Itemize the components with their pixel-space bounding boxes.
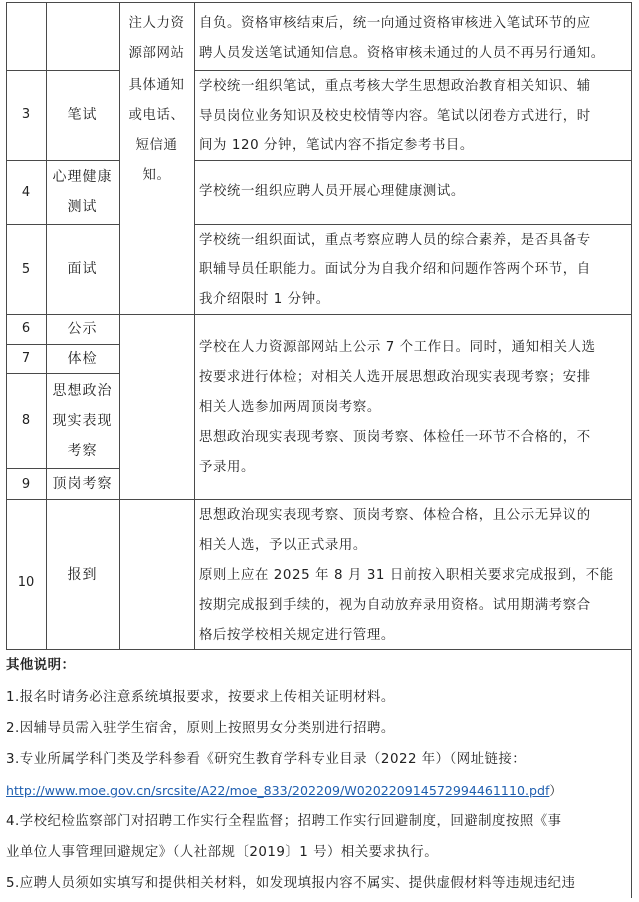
row-step: 面试 bbox=[67, 261, 98, 277]
row-step: 笔试 bbox=[67, 107, 98, 123]
row-divider bbox=[6, 224, 119, 225]
row-desc-line: 我介绍限时 1 分钟。 bbox=[199, 292, 330, 307]
row-desc-line: 相关人选参加两周顶岗考察。 bbox=[199, 400, 381, 415]
row-desc-line: 思想政治现实表现考察、顶岗考察、体检任一环节不合格的，不 bbox=[199, 430, 591, 445]
row-desc-line: 按要求进行体检；对相关人选开展思想政治现实表现考察；安排 bbox=[199, 370, 591, 385]
row-desc-line: 导员岗位业务知识及校史校情等内容。笔试以闭卷方式进行，时 bbox=[199, 109, 591, 124]
note-item: 4.学校纪检监察部门对招聘工作实行全程监督；招聘工作实行回避制度，回避制度按照《事 bbox=[6, 814, 562, 829]
row-number: 4 bbox=[21, 185, 31, 200]
row-number: 5 bbox=[21, 262, 31, 277]
row-divider bbox=[6, 70, 119, 71]
channel-line: 具体通知 bbox=[128, 78, 185, 93]
channel-line: 知。 bbox=[142, 168, 171, 183]
row-desc-line: 学校统一组织面试，重点考察应聘人员的综合素养，是否具备专 bbox=[199, 233, 591, 248]
row-step: 心理健康 bbox=[52, 169, 113, 185]
note-link-line bbox=[6, 775, 636, 806]
row-desc-line: 聘人员发送笔试通知信息。资格审核未通过的人员不再另行通知。 bbox=[199, 46, 605, 61]
channel-line: 短信通 bbox=[135, 138, 178, 153]
row-step: 体检 bbox=[67, 351, 98, 367]
catalog-link[interactable]: http://www.moe.gov.cn/srcsite/A22/moe_833/202209/W020220914572994461110.pdf bbox=[6, 783, 550, 798]
row-step: 顶岗考察 bbox=[52, 476, 113, 492]
row-desc-line: 自负。资格审核结束后，统一向通过资格审核进入笔试环节的应 bbox=[199, 16, 591, 31]
row-step: 公示 bbox=[67, 321, 98, 337]
row-step: 报到 bbox=[67, 567, 98, 583]
row-desc-line: 相关人选，予以正式录用。 bbox=[199, 538, 367, 553]
row-desc-line: 格后按学校相关规定进行管理。 bbox=[199, 628, 395, 643]
column-divider-3 bbox=[194, 2, 195, 649]
row-step: 现实表现 bbox=[52, 413, 113, 429]
row-desc-line: 学校统一组织应聘人员开展心理健康测试。 bbox=[199, 184, 465, 199]
row-desc-line: 学校在人力资源部网站上公示 7 个工作日。同时，通知相关人选 bbox=[199, 340, 596, 355]
row-step: 考察 bbox=[67, 443, 98, 459]
row-number: 7 bbox=[21, 351, 31, 366]
channel-line: 源部网站 bbox=[128, 46, 185, 61]
row-desc-line: 思想政治现实表现考察、顶岗考察、体检合格，且公示无异议的 bbox=[199, 508, 591, 523]
note-item: 1.报名时请务必注意系统填报要求，按要求上传相关证明材料。 bbox=[6, 690, 395, 705]
channel-line: 或电话、 bbox=[128, 108, 185, 123]
row-desc-line: 予录用。 bbox=[199, 460, 255, 475]
table-border-top bbox=[6, 2, 632, 3]
note-item: 5.应聘人员须如实填写和提供相关材料，如发现填报内容不属实、提供虚假材料等违规违纪违 bbox=[6, 876, 576, 891]
row-number: 3 bbox=[21, 107, 31, 122]
row-number: 10 bbox=[17, 575, 35, 590]
channel-line: 注人力资 bbox=[128, 16, 185, 31]
link-suffix: ） bbox=[549, 783, 562, 798]
row-step: 思想政治 bbox=[52, 383, 113, 399]
note-item: 业单位人事管理回避规定》（人社部规〔2019〕1 号）相关要求执行。 bbox=[6, 845, 439, 860]
row-desc-line: 原则上应在 2025 年 8 月 31 日前按入职相关要求完成报到，不能 bbox=[199, 568, 614, 583]
row-desc-line: 间为 120 分钟，笔试内容不指定参考书目。 bbox=[199, 138, 474, 153]
row-number: 6 bbox=[21, 321, 31, 336]
row-divider bbox=[6, 160, 119, 161]
row-desc-line: 职辅导员任职能力。面试分为自我介绍和问题作答两个环节，自 bbox=[199, 262, 591, 277]
note-item: 2.因辅导员需入驻学生宿舍，原则上按照男女分类别进行招聘。 bbox=[6, 721, 395, 736]
row-number: 8 bbox=[21, 413, 31, 428]
row-desc-line: 按期完成报到手续的，视为自动放弃录用资格。试用期满考察合 bbox=[199, 598, 591, 613]
notes-title: 其他说明： bbox=[6, 658, 76, 673]
row-desc-line: 学校统一组织笔试，重点考核大学生思想政治教育相关知识、辅 bbox=[199, 79, 591, 94]
note-item: 3.专业所属学科门类及学科参看《研究生教育学科专业目录（2022 年）（网址链接： bbox=[6, 752, 527, 767]
row-step: 测试 bbox=[67, 199, 98, 215]
row-number: 9 bbox=[21, 477, 31, 492]
